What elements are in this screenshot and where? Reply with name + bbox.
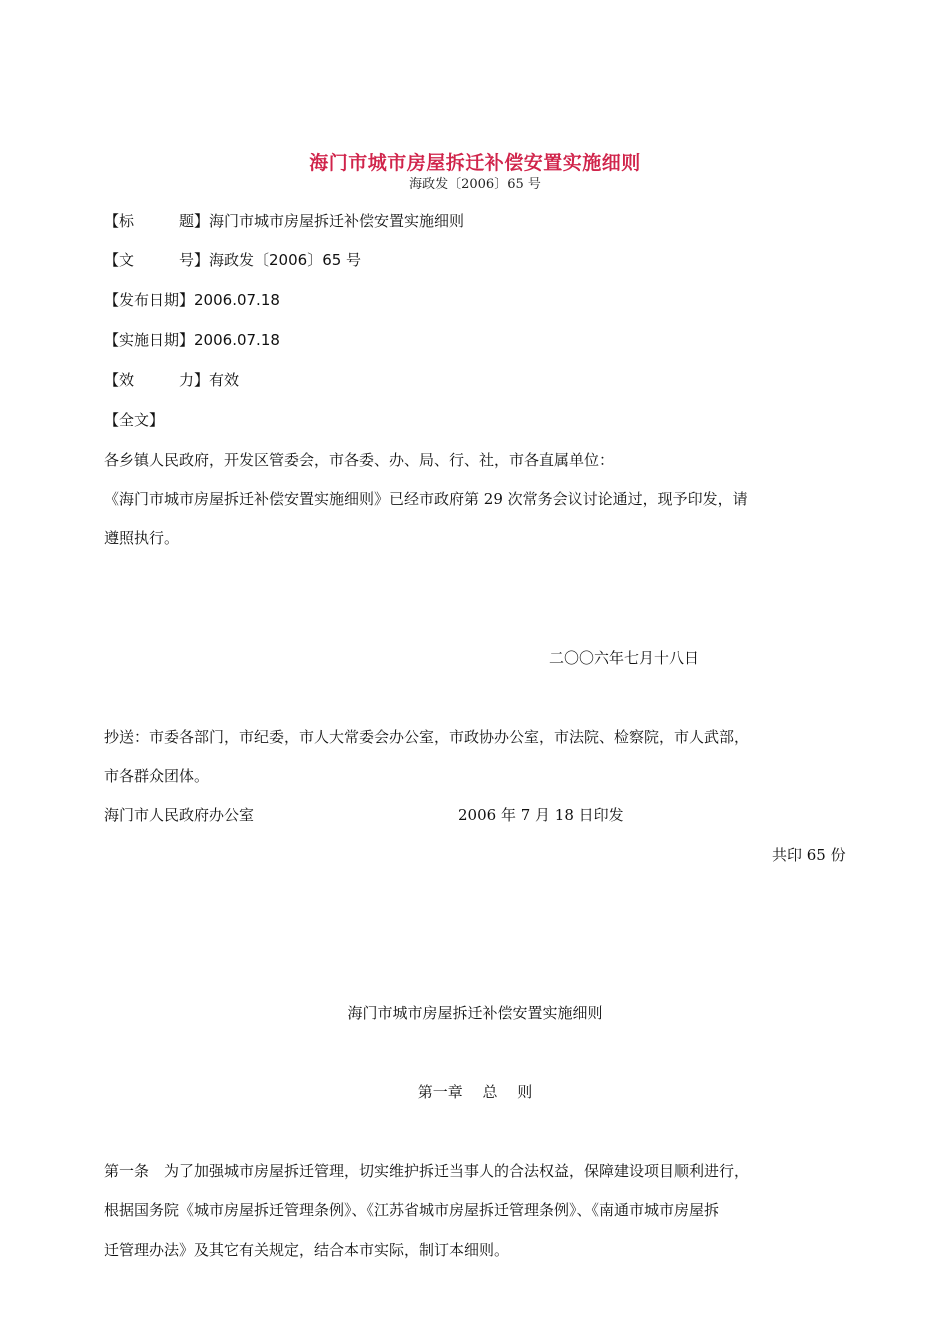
copies-count: 共印 65 份 bbox=[772, 846, 846, 864]
meta-label: 【发布日期】 bbox=[104, 291, 195, 309]
meta-value: 有效 bbox=[209, 371, 240, 389]
meta-label: 【全文】 bbox=[104, 411, 165, 429]
meta-row-docno bbox=[104, 249, 361, 270]
article-line: 根据国务院《城市房屋拆迁管理条例》、《江苏省城市房屋拆迁管理条例》、《南通市城市房屋拆 bbox=[104, 1201, 720, 1219]
chapter-heading: 第一章 总 则 bbox=[417, 1083, 533, 1101]
meta-value: 2006.07.18 bbox=[194, 291, 280, 309]
issue-date: 2006 年 7 月 18 日印发 bbox=[458, 806, 624, 824]
notice-addressee: 各乡镇人民政府，开发区管委会，市各委、办、局、行、社，市各直属单位： bbox=[104, 451, 615, 469]
meta-value: 海政发〔2006〕65 号 bbox=[209, 251, 362, 269]
meta-row-effdate bbox=[104, 329, 280, 350]
notice-date: 二〇〇六年七月十八日 bbox=[549, 649, 700, 667]
issuer: 海门市人民政府办公室 bbox=[104, 806, 255, 824]
meta-row-title bbox=[104, 210, 464, 231]
meta-label: 【效 力】 bbox=[104, 371, 210, 389]
meta-value: 海门市城市房屋拆迁补偿安置实施细则 bbox=[209, 212, 465, 230]
article-line: 第一条 为了加强城市房屋拆迁管理，切实维护拆迁当事人的合法权益，保障建设项目顺利进行， bbox=[104, 1162, 750, 1180]
cc-line: 抄送：市委各部门，市纪委，市人大常委会办公室，市政协办公室，市法院、检察院，市人武部， bbox=[104, 728, 750, 746]
meta-label: 【实施日期】 bbox=[104, 331, 195, 349]
cc-line: 市各群众团体。 bbox=[104, 767, 210, 785]
meta-row-fulltext bbox=[104, 409, 164, 430]
regulation-title: 海门市城市房屋拆迁补偿安置实施细则 bbox=[347, 1004, 603, 1022]
document-title: 海门市城市房屋拆迁补偿安置实施细则 bbox=[309, 152, 641, 174]
meta-label: 【标 题】 bbox=[104, 212, 210, 230]
meta-row-validity bbox=[104, 369, 239, 390]
meta-label: 【文 号】 bbox=[104, 251, 210, 269]
notice-body-line: 《海门市城市房屋拆迁补偿安置实施细则》已经市政府第 29 次常务会议讨论通过，现予印发，请 bbox=[104, 490, 748, 508]
article-line: 迁管理办法》及其它有关规定，结合本市实际，制订本细则。 bbox=[104, 1241, 510, 1259]
notice-body-line: 遵照执行。 bbox=[104, 529, 180, 547]
meta-row-pubdate bbox=[104, 289, 280, 310]
document-number: 海政发〔2006〕65 号 bbox=[409, 177, 541, 192]
meta-value: 2006.07.18 bbox=[194, 331, 280, 349]
